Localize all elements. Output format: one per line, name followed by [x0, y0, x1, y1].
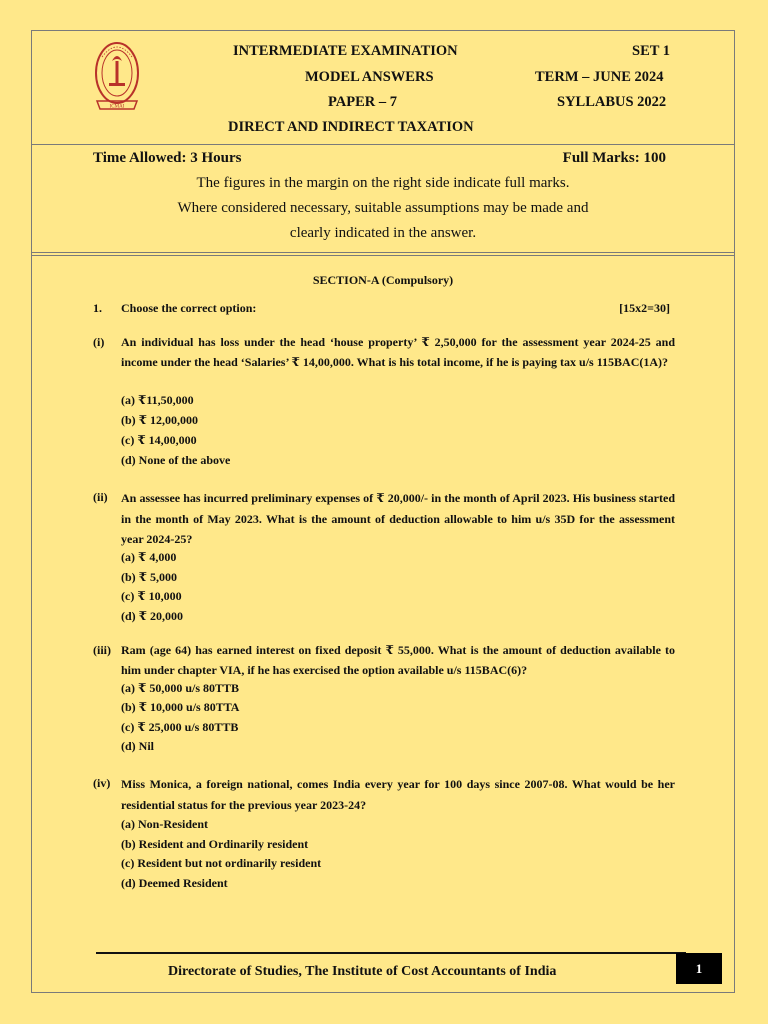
- option-a: (a) ₹11,50,000: [121, 393, 194, 407]
- instructions-block: [32, 145, 734, 253]
- option-b: (b) ₹ 5,000: [121, 570, 178, 584]
- footer-rule: [96, 952, 686, 954]
- question-number: 1.: [93, 301, 102, 315]
- option-c: (c) Resident but not ordinarily resident: [121, 856, 322, 870]
- footer-text: Directorate of Studies, The Institute of Cost Accountants of India: [168, 964, 557, 979]
- full-marks: Full Marks: 100: [562, 150, 666, 166]
- header-block: [32, 31, 734, 145]
- option-b: (b) ₹ 12,00,000: [121, 413, 199, 427]
- instruction-line-1: The figures in the margin on the right side indicate full marks.: [196, 175, 570, 191]
- question-number: (iii): [93, 643, 111, 657]
- option-b: (b) Resident and Ordinarily resident: [121, 837, 309, 851]
- set-label: SET 1: [632, 43, 671, 59]
- page-number: 1: [676, 953, 722, 984]
- question-number: (ii): [93, 490, 108, 504]
- section-title: SECTION-A (Compulsory): [312, 273, 454, 287]
- option-d: (d) None of the above: [121, 453, 231, 467]
- svg-text:ICMAI: ICMAI: [109, 104, 125, 110]
- option-a: (a) ₹ 50,000 u/s 80TTB: [121, 681, 240, 695]
- instruction-line-2: Where considered necessary, suitable assumptions may be made and: [177, 200, 589, 216]
- option-b: (b) ₹ 10,000 u/s 80TTA: [121, 700, 240, 714]
- instruction-line-3: clearly indicated in the answer.: [289, 225, 477, 241]
- option-a: (a) ₹ 4,000: [121, 550, 177, 564]
- option-c: (c) ₹ 14,00,000: [121, 433, 197, 447]
- option-d: (d) Nil: [121, 739, 154, 753]
- question-marks: [15x2=30]: [619, 301, 670, 315]
- option-c: (c) ₹ 10,000: [121, 589, 182, 603]
- page-frame: [31, 30, 735, 993]
- model-answers-label: MODEL ANSWERS: [305, 69, 434, 85]
- option-d: (d) ₹ 20,000: [121, 609, 184, 623]
- exam-title: INTERMEDIATE EXAMINATION: [233, 43, 458, 59]
- question-instruction: Choose the correct option:: [121, 301, 257, 315]
- subject-title: DIRECT AND INDIRECT TAXATION: [228, 119, 474, 135]
- question-text: An assessee has incurred preliminary expenses of ₹ 20,000/- in the month of April 2023. His business started in the month of May 2023. What is the amount of deduction allowable to him u/s 35D for the assessment year 2024-25?: [121, 491, 675, 546]
- paper-label: PAPER – 7: [328, 94, 398, 110]
- time-allowed: Time Allowed: 3 Hours: [93, 150, 242, 166]
- question-text: Miss Monica, a foreign national, comes India every year for 100 days since 2007-08. What would be her residential status for the previous year 2023-24?: [121, 777, 675, 812]
- term-label: TERM – JUNE 2024: [535, 69, 664, 85]
- double-rule: [32, 255, 734, 256]
- option-d: (d) Deemed Resident: [121, 876, 228, 890]
- syllabus-label: SYLLABUS 2022: [557, 94, 667, 110]
- option-a: (a) Non-Resident: [121, 817, 208, 831]
- question-number: (i): [93, 335, 105, 349]
- question-text: Ram (age 64) has earned interest on fixed deposit ₹ 55,000. What is the amount of deduction available to him under chapter VIA, if he has exercised the option available u/s 115BAC(6)?: [121, 643, 675, 677]
- institute-logo-icon: [92, 39, 142, 115]
- option-c: (c) ₹ 25,000 u/s 80TTB: [121, 720, 239, 734]
- question-number: (iv): [93, 776, 111, 790]
- question-text: An individual has loss under the head ‘house property’ ₹ 2,50,000 for the assessment year 2024-25 and income under the head ‘Salaries’ ₹ 14,00,000. What is his total income, if he is paying tax u/s 115BAC(1A)?: [121, 335, 675, 369]
